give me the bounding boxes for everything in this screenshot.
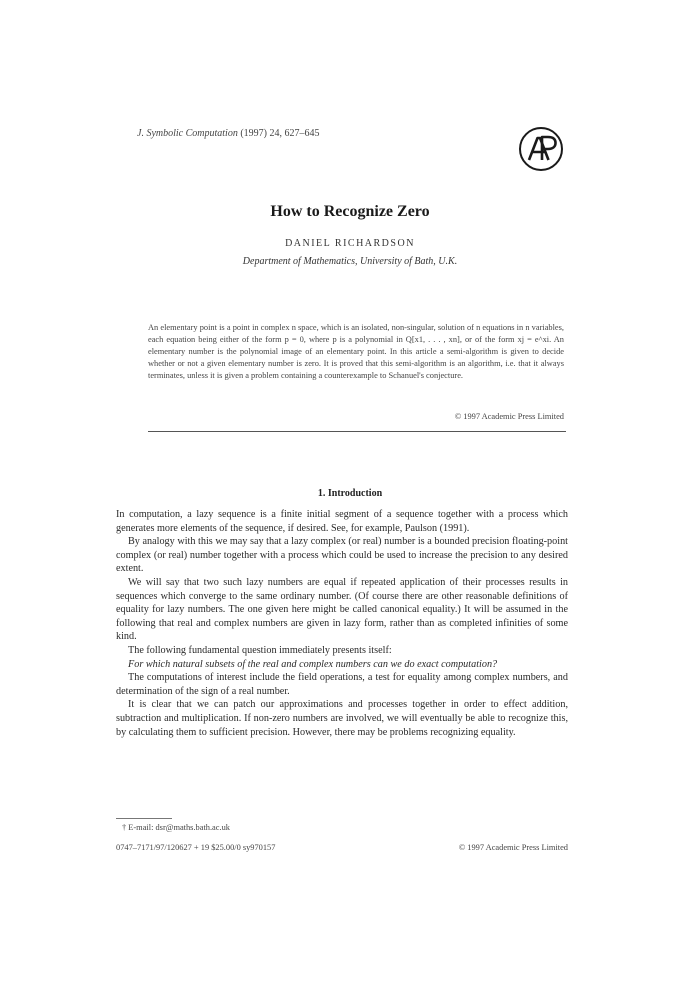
- section-body: [116, 508, 568, 739]
- footer-identifier: 0747–7171/97/120627 + 19 $25.00/0 sy970157: [116, 843, 276, 852]
- journal-reference: [137, 128, 320, 139]
- journal-name: J. Symbolic Computation: [137, 128, 238, 139]
- body-paragraph: It is clear that we can patch our approximations and processes together in order to effect addition, subtraction and multiplication. If non-zero numbers are involved, we will eventually be able to recognize this, by calculating them to sufficient precision. However, there may be problems recognizing equality.: [116, 699, 568, 738]
- author-affiliation: Department of Mathematics, University of Bath, U.K.: [242, 256, 458, 267]
- footnote-divider: [116, 818, 172, 819]
- footer-copyright: © 1997 Academic Press Limited: [458, 843, 568, 852]
- publisher-logo: [518, 126, 564, 172]
- abstract-copyright: © 1997 Academic Press Limited: [454, 412, 564, 421]
- journal-citation: (1997) 24, 627–645: [240, 128, 320, 139]
- body-paragraph: We will say that two such lazy numbers are equal if repeated application of their processes results in sequences which converge to the same ordinary number. (Of course there are other reasonable definitions of equality for lazy numbers. The one given here might be called canonical equality.) It will be assumed in the following that real and complex numbers are given in lazy form, rather than as completed infinities of some kind.: [116, 576, 568, 643]
- abstract: An elementary point is a point in complex n space, which is an isolated, non-singular, solution of n equations in n variables, each equation being either of the form p = 0, where p is a polynomial in Q[x1, . . . , xn], or of the form xj = e^xi. An elementary number is the polynomial image of an elementary point. In this article a semi-algorithm is given to decide whether or not a given elementary number is zero. It is proved that this semi-algorithm is an algorithm, i.e. that it always terminates, unless it is given a problem containing a counterexample to Schanuel's conjecture.: [148, 323, 564, 380]
- footnote: † E-mail: dsr@maths.bath.ac.uk: [122, 823, 230, 832]
- abstract-divider: [148, 431, 566, 432]
- paper-author: DANIEL RICHARDSON: [285, 238, 415, 249]
- publisher-logo-icon: [518, 126, 564, 172]
- body-paragraph: By analogy with this we may say that a lazy complex (or real) number is a bounded precision floating-point complex (or real) number together with a process which could be used to increase the precision to any desired extent.: [116, 536, 568, 575]
- body-paragraph: The computations of interest include the field operations, a test for equality among complex numbers, and determination of the sign of a real number.: [116, 672, 568, 697]
- section-heading: 1. Introduction: [317, 488, 383, 499]
- body-paragraph: In computation, a lazy sequence is a finite initial segment of a sequence together with a process which generates more elements of the sequence, if desired. See, for example, Paulson (1991).: [116, 509, 568, 534]
- body-paragraph: The following fundamental question immediately presents itself:: [128, 644, 392, 656]
- paper-title: How to Recognize Zero: [270, 203, 430, 220]
- body-question: For which natural subsets of the real and complex numbers can we do exact computation?: [128, 658, 498, 670]
